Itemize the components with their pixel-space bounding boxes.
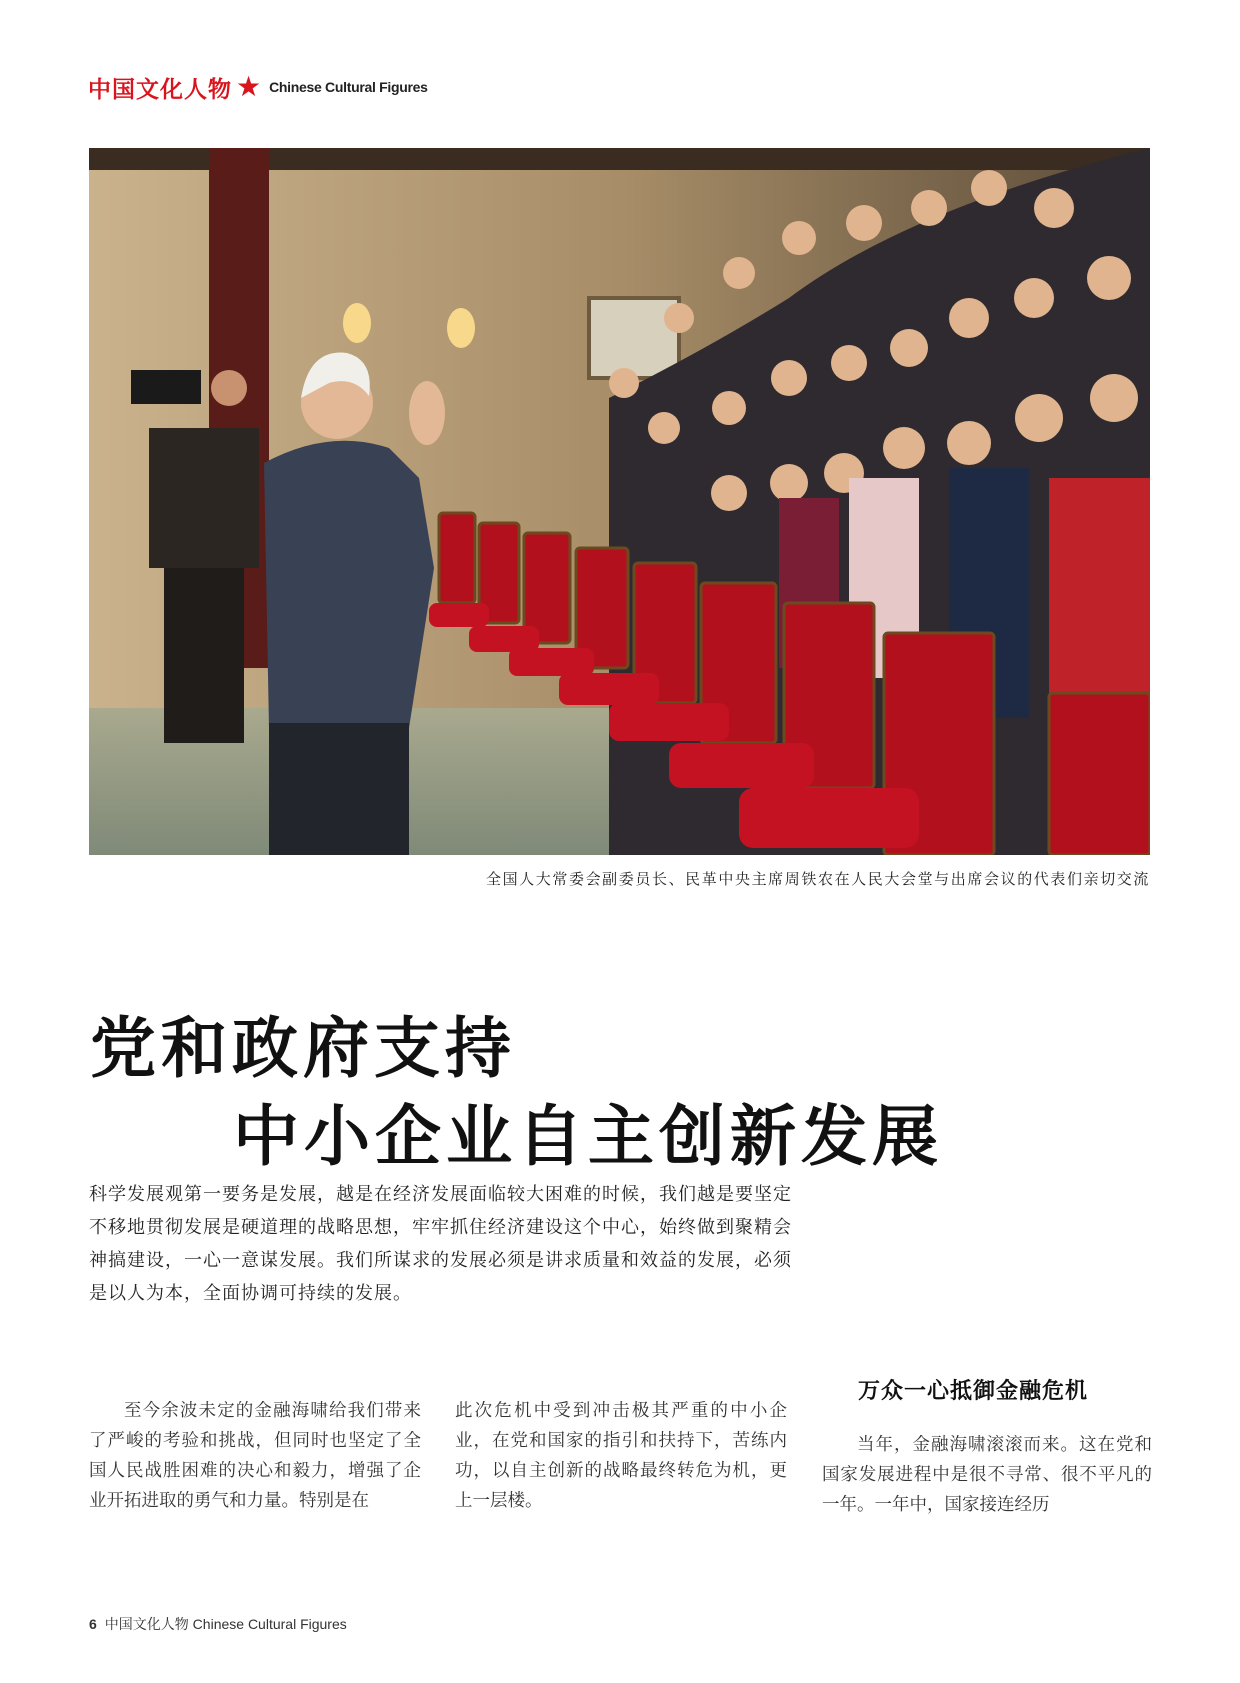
headline-line-1: 党和政府支持	[90, 1009, 516, 1087]
body-column-3	[822, 1430, 1152, 1520]
page-number: 6	[89, 1616, 97, 1632]
meeting-photo	[89, 148, 1150, 855]
masthead-title-en: Chinese Cultural Figures	[269, 79, 428, 95]
body-paragraph: 此次危机中受到冲击极其严重的中小企业，在党和国家的指引和扶持下，苦练内功，以自主创新的战略最终转危为机，更上一层楼。	[455, 1401, 787, 1511]
footer-publication: 中国文化人物 Chinese Cultural Figures	[104, 1616, 347, 1632]
photo-caption: 全国人大常委会副委员长、民革中央主席周铁农在人民大会堂与出席会议的代表们亲切交流	[485, 870, 1150, 888]
body-paragraph: 当年，金融海啸滚滚而来。这在党和国家发展进程中是很不寻常、很不平凡的一年。一年中，国家接连经历	[822, 1435, 1152, 1515]
page-footer	[89, 1614, 347, 1634]
lead-paragraph: 科学发展观第一要务是发展，越是在经济发展面临较大困难的时候，我们越是要坚定不移地贯彻发展是硬道理的战略思想，牢牢抓住经济建设这个中心，始终做到聚精会神搞建设，一心一意谋发展。我们所谋求的发展必须是讲求质量和效益的发展，必须是以人为本，全面协调可持续的发展。	[89, 1184, 792, 1304]
masthead	[88, 70, 428, 104]
section-subheading: 万众一心抵御金融危机	[858, 1378, 1089, 1403]
star-icon: ★	[236, 70, 262, 103]
body-column-2	[455, 1396, 787, 1516]
masthead-title-cn: 中国文化人物	[88, 75, 232, 103]
headline-line-2: 中小企业自主创新发展	[233, 1097, 943, 1175]
body-column-1	[89, 1396, 421, 1516]
body-paragraph: 至今余波未定的金融海啸给我们带来了严峻的考验和挑战，但同时也坚定了全国人民战胜困难的决心和毅力，增强了企业开拓进取的勇气和力量。特别是在	[89, 1401, 421, 1511]
